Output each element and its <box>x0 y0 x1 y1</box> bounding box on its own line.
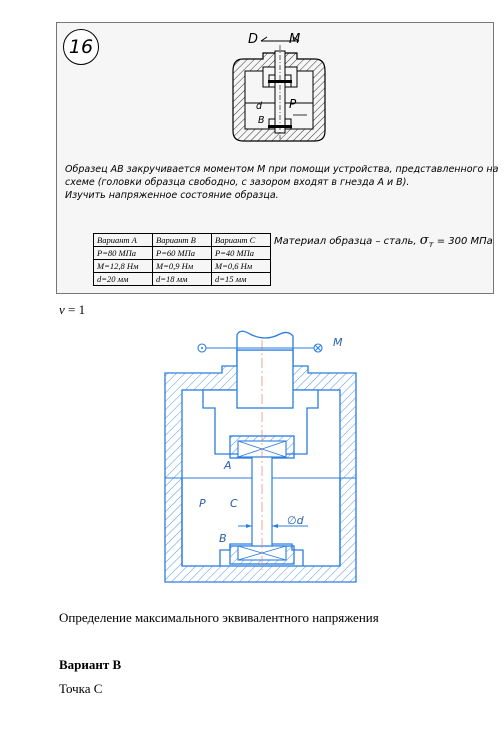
poisson-ratio <box>59 302 85 318</box>
fig-label-M: M <box>289 32 301 47</box>
table-cell: M=12,8 Нм <box>94 260 153 273</box>
device-sketch <box>57 23 495 143</box>
material-steel: сталь, <box>383 236 417 247</box>
material-value: = 300 МПа <box>436 236 493 247</box>
table-cell: d=18 мм <box>153 273 212 286</box>
table-cell: P=40 МПа <box>212 247 271 260</box>
material-prefix: Материал образца – <box>274 236 381 247</box>
table-cell: Вариант B <box>153 234 212 247</box>
drawing-label-M: M <box>333 336 343 349</box>
table-cell: M=0,9 Нм <box>153 260 212 273</box>
section-title: Определение максимального эквивалентного напряжения <box>59 610 379 625</box>
description-line: схеме (головки образца свободно, с зазором входят в гнезда A и B). <box>65 177 410 188</box>
table-row <box>94 234 271 247</box>
table-row <box>94 260 271 273</box>
fig-label-D: D <box>248 32 259 47</box>
table-cell: P=80 МПа <box>94 247 153 260</box>
fig-label-d: d <box>256 101 263 112</box>
table-row <box>94 273 271 286</box>
drawing-label-A: A <box>224 459 232 472</box>
problem-description <box>65 163 499 202</box>
drawing-label-d: ∅d <box>287 514 304 527</box>
drawing-label-B: B <box>219 532 227 545</box>
point-label: Точка C <box>59 681 103 696</box>
sigma-subscript: т <box>428 239 434 249</box>
fig-label-P: P <box>289 97 297 111</box>
nu-symbol: ν <box>59 302 65 317</box>
material-note <box>274 233 493 249</box>
table-cell: P=60 МПа <box>153 247 212 260</box>
problem-number: 16 <box>63 29 99 65</box>
drawing-label-P: P <box>199 497 206 510</box>
nu-value: = 1 <box>68 302 86 317</box>
fig-label-B: B <box>258 115 265 126</box>
sigma-symbol: σ <box>419 233 429 248</box>
table-cell: M=0,6 Нм <box>212 260 271 273</box>
problem-card <box>56 22 499 294</box>
table-cell: Вариант C <box>212 234 271 247</box>
description-line: Изучить напряженное состояние образца. <box>65 190 279 201</box>
table-cell: d=20 мм <box>94 273 153 286</box>
table-cell: d=15 мм <box>212 273 271 286</box>
description-line: Образец AB закручивается моментом M при помощи устройства, представленного на <box>65 164 499 175</box>
device-drawing <box>160 330 366 588</box>
table-row <box>94 247 271 260</box>
variants-table <box>93 233 271 286</box>
variant-heading: Вариант B <box>59 657 122 672</box>
drawing-label-C: C <box>230 497 238 510</box>
table-cell: Вариант A <box>94 234 153 247</box>
